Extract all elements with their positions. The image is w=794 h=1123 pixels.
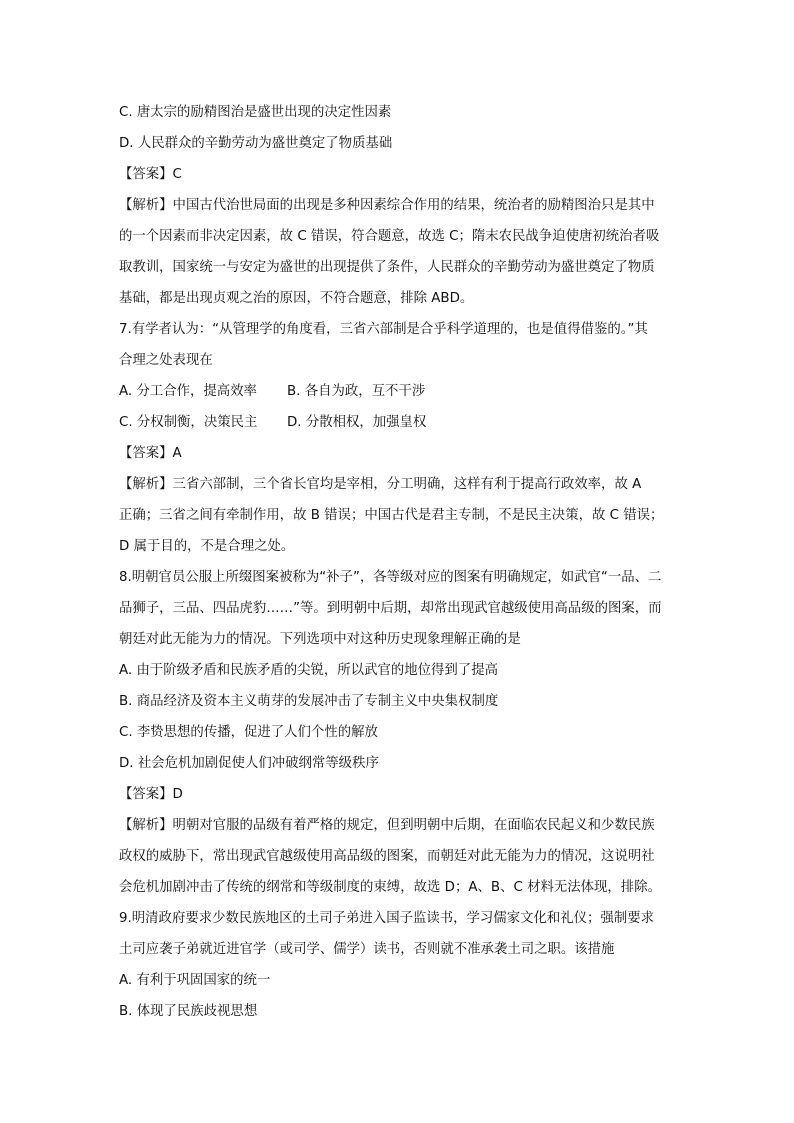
q7-analysis-line: 正确；三省之间有牵制作用，故 B 错误；中国古代是君主专制，不是民主决策，故 C 错误； <box>119 508 664 523</box>
q7-options-ab <box>119 383 679 401</box>
q7-option-c: C. 分权制衡，决策民主 <box>119 415 258 430</box>
q7-option-d: D. 分散相权，加强皇权 <box>287 415 427 430</box>
q8-stem-line: 朝廷对此无能为力的情况。下列选项中对这种历史现象理解正确的是 <box>119 632 521 647</box>
q9-stem-line: 9.明清政府要求少数民族地区的土司子弟进入国子监读书，学习儒家文化和礼仪；强制要求 <box>119 911 655 926</box>
q9-option-a: A. 有利于巩固国家的统一 <box>119 973 271 988</box>
q8-answer: 【答案】D <box>119 787 183 802</box>
q6-analysis-line: 取教训，国家统一与安定为盛世的出现提供了条件，人民群众的辛勤劳动为盛世奠定了物质 <box>119 260 655 275</box>
q8-stem-line: 品狮子，三品、四品虎豹……”等。到明朝中后期，却常出现武官越级使用高品级的图案，而 <box>119 601 662 616</box>
q7-options-cd <box>119 414 679 432</box>
q6-answer: 【答案】C <box>119 167 182 182</box>
q8-option-a: A. 由于阶级矛盾和民族矛盾的尖锐，所以武官的地位得到了提高 <box>119 663 498 678</box>
q8-analysis-line: 政权的威胁下，常出现武官越级使用高品级的图案，而朝廷对此无能为力的情况，这说明社 <box>119 849 655 864</box>
q7-option-b: B. 各自为政，互不干涉 <box>287 384 426 399</box>
q7-analysis-line: D 属于目的，不是合理之处。 <box>119 539 295 554</box>
q8-stem-line: 8.明朝官员公服上所缀图案被称为“补子”，各等级对应的图案有明确规定，如武官“一品、二 <box>119 570 662 585</box>
q7-option-a: A. 分工合作，提高效率 <box>119 384 257 399</box>
q8-analysis-line: 会危机加剧冲击了传统的纲常和等级制度的束缚，故选 D；A、B、C 材料无法体现，排除。 <box>119 880 661 895</box>
q8-option-d: D. 社会危机加剧促使人们冲破纲常等级秩序 <box>119 756 379 771</box>
q7-analysis-line: 【解析】三省六部制，三个省长官均是宰相，分工明确，这样有利于提高行政效率，故 A <box>119 477 642 492</box>
q8-option-c: C. 李贽思想的传播，促进了人们个性的解放 <box>119 725 378 740</box>
q6-option-d: D. 人民群众的辛勤劳动为盛世奠定了物质基础 <box>119 136 393 151</box>
q7-stem-line: 合理之处表现在 <box>119 353 213 368</box>
q7-answer: 【答案】A <box>119 446 182 461</box>
q6-analysis-line: 基础，都是出现贞观之治的原因，不符合题意，排除 ABD。 <box>119 291 474 306</box>
q6-analysis-line: 的一个因素而非决定因素，故 C 错误，符合题意，故选 C；隋末农民战争迫使唐初统治者吸 <box>119 229 660 244</box>
q9-stem-line: 土司应袭子弟就近进官学（或司学、儒学）读书，否则就不准承袭土司之职。该措施 <box>119 942 615 957</box>
q6-option-c: C. 唐太宗的励精图治是盛世出现的决定性因素 <box>119 105 392 120</box>
q8-option-b: B. 商品经济及资本主义萌芽的发展冲击了专制主义中央集权制度 <box>119 694 499 709</box>
q6-analysis-line: 【解析】中国古代治世局面的出现是多种因素综合作用的结果，统治者的励精图治只是其中 <box>119 198 655 213</box>
q9-option-b: B. 体现了民族歧视思想 <box>119 1004 258 1019</box>
q8-analysis-line: 【解析】明朝对官服的品级有着严格的规定，但到明朝中后期，在面临农民起义和少数民族 <box>119 818 655 833</box>
q7-stem-line: 7.有学者认为：“从管理学的角度看，三省六部制是合乎科学道理的，也是值得借鉴的。”其 <box>119 322 648 337</box>
